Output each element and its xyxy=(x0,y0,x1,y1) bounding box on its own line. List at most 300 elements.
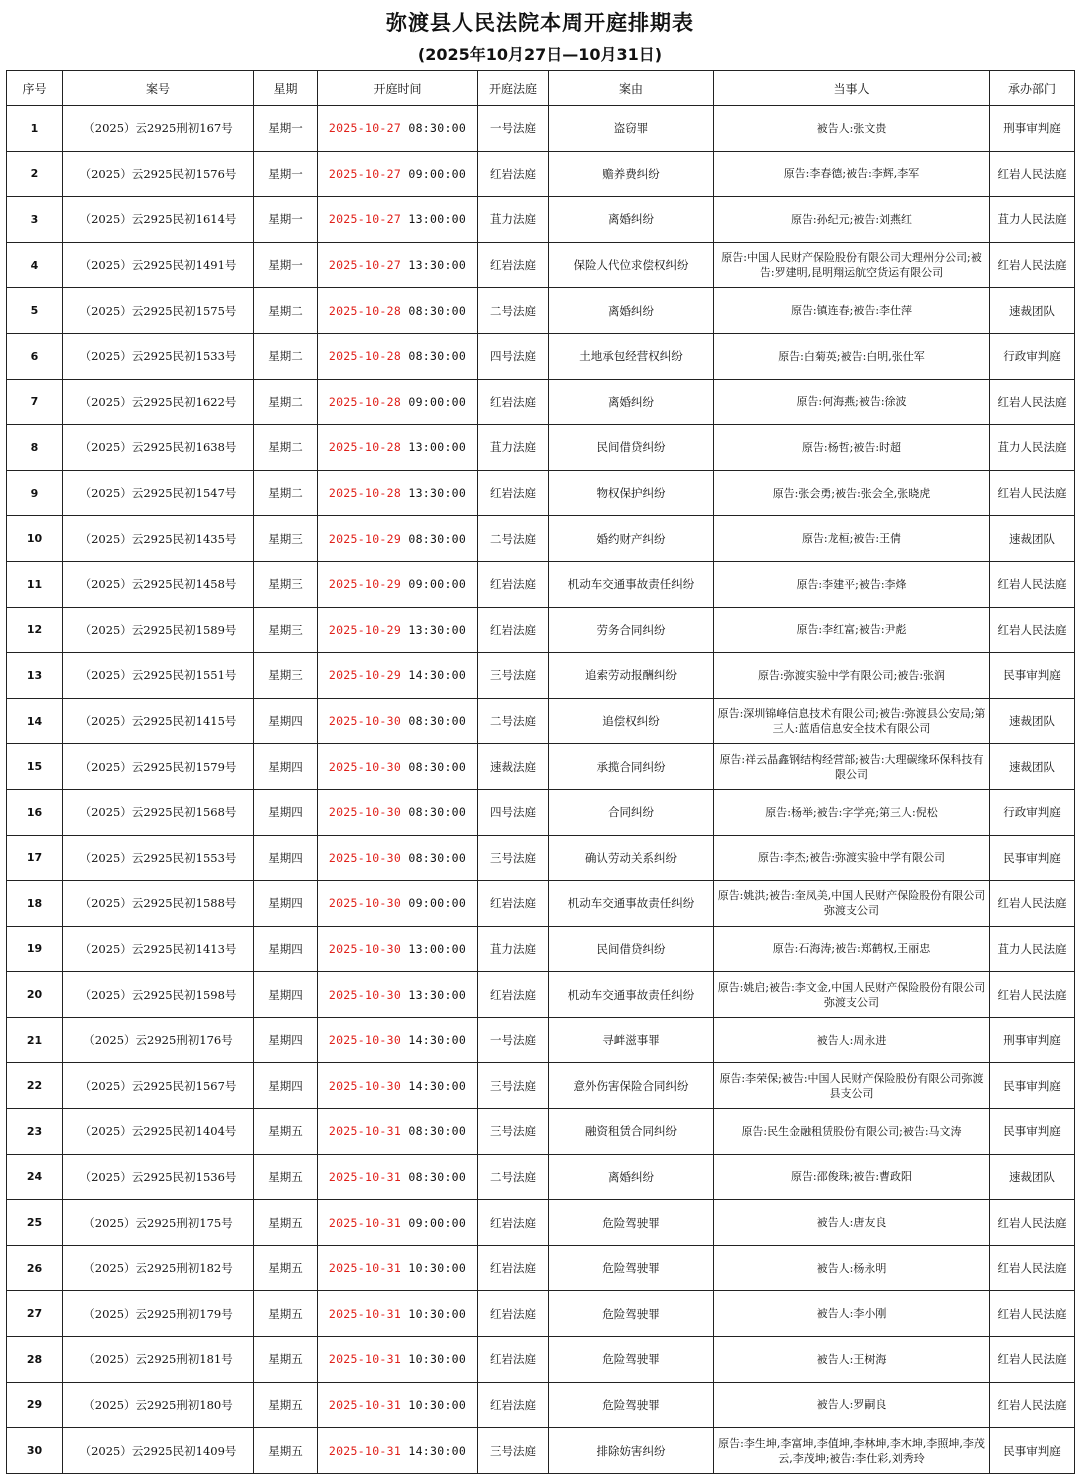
hearing-time xyxy=(318,106,478,152)
hearing-time xyxy=(318,744,478,790)
department: 红岩人民法庭 xyxy=(990,1245,1075,1291)
weekday: 星期三 xyxy=(254,516,318,562)
parties: 原告:姚启;被告:李文金,中国人民财产保险股份有限公司弥渡支公司 xyxy=(714,972,990,1018)
hearing-clock: 10:30:00 xyxy=(408,1261,467,1276)
department: 苴力人民法庭 xyxy=(990,926,1075,972)
table-row xyxy=(7,470,1075,516)
case-cause: 危险驾驶罪 xyxy=(549,1200,714,1246)
case-number: （2025）云2925民初1553号 xyxy=(63,835,254,881)
department: 苴力人民法庭 xyxy=(990,425,1075,471)
table-row xyxy=(7,789,1075,835)
case-number: （2025）云2925民初1622号 xyxy=(63,379,254,425)
case-cause: 机动车交通事故责任纠纷 xyxy=(549,561,714,607)
courtroom: 红岩法庭 xyxy=(478,1291,549,1337)
parties: 原告:白菊英;被告:白明,张仕军 xyxy=(714,333,990,379)
case-cause: 民间借贷纠纷 xyxy=(549,425,714,471)
header-case-number: 案号 xyxy=(63,71,254,106)
table-row xyxy=(7,516,1075,562)
hearing-clock: 14:30:00 xyxy=(408,1443,467,1458)
table-row xyxy=(7,288,1075,334)
hearing-time xyxy=(318,835,478,881)
case-number: （2025）云2925刑初176号 xyxy=(63,1017,254,1063)
weekday: 星期一 xyxy=(254,242,318,288)
row-index: 3 xyxy=(7,197,63,243)
row-index: 6 xyxy=(7,333,63,379)
weekday: 星期四 xyxy=(254,926,318,972)
header-parties: 当事人 xyxy=(714,71,990,106)
row-index: 15 xyxy=(7,744,63,790)
courtroom: 三号法庭 xyxy=(478,835,549,881)
parties: 原告:弥渡实验中学有限公司;被告:张润 xyxy=(714,653,990,699)
department: 速裁团队 xyxy=(990,744,1075,790)
case-number: （2025）云2925刑初167号 xyxy=(63,106,254,152)
case-cause: 追偿权纠纷 xyxy=(549,698,714,744)
department: 红岩人民法庭 xyxy=(990,1200,1075,1246)
weekday: 星期五 xyxy=(254,1245,318,1291)
courtroom: 红岩法庭 xyxy=(478,607,549,653)
hearing-clock: 09:00:00 xyxy=(408,1215,467,1230)
courtroom: 红岩法庭 xyxy=(478,561,549,607)
hearing-date: 2025-10-31 xyxy=(328,1352,402,1367)
case-number: （2025）云2925民初1404号 xyxy=(63,1109,254,1155)
table-row xyxy=(7,1245,1075,1291)
weekday: 星期四 xyxy=(254,698,318,744)
case-cause: 民间借贷纠纷 xyxy=(549,926,714,972)
department: 行政审判庭 xyxy=(990,789,1075,835)
hearing-time xyxy=(318,242,478,288)
table-row xyxy=(7,151,1075,197)
hearing-date: 2025-10-30 xyxy=(328,987,402,1002)
hearing-time xyxy=(318,470,478,516)
header-hearing-time: 开庭时间 xyxy=(318,71,478,106)
hearing-time xyxy=(318,1337,478,1383)
parties: 原告:石海涛;被告:郑鹤权,王丽忠 xyxy=(714,926,990,972)
weekday: 星期四 xyxy=(254,835,318,881)
table-row xyxy=(7,379,1075,425)
case-cause: 追索劳动报酬纠纷 xyxy=(549,653,714,699)
hearing-clock: 10:30:00 xyxy=(408,1397,467,1412)
weekday: 星期五 xyxy=(254,1428,318,1474)
hearing-date: 2025-10-29 xyxy=(328,622,402,637)
parties: 原告:李荣保;被告:中国人民财产保险股份有限公司弥渡县支公司 xyxy=(714,1063,990,1109)
department: 刑事审判庭 xyxy=(990,106,1075,152)
row-index: 16 xyxy=(7,789,63,835)
case-number: （2025）云2925民初1409号 xyxy=(63,1428,254,1474)
schedule-sheet xyxy=(6,6,1074,1474)
department: 红岩人民法庭 xyxy=(990,881,1075,927)
courtroom: 红岩法庭 xyxy=(478,1337,549,1383)
courtroom: 苴力法庭 xyxy=(478,425,549,471)
hearing-date: 2025-10-31 xyxy=(328,1215,402,1230)
header-weekday: 星期 xyxy=(254,71,318,106)
parties: 原告:李春德;被告:李辉,李军 xyxy=(714,151,990,197)
case-number: （2025）云2925民初1568号 xyxy=(63,789,254,835)
parties: 被告人:张文贵 xyxy=(714,106,990,152)
row-index: 23 xyxy=(7,1109,63,1155)
row-index: 10 xyxy=(7,516,63,562)
hearing-clock: 13:30:00 xyxy=(408,987,467,1002)
parties: 原告:深圳锦峰信息技术有限公司;被告:弥渡县公安局;第三人:蓝盾信息安全技术有限公司 xyxy=(714,698,990,744)
case-number: （2025）云2925刑初180号 xyxy=(63,1382,254,1428)
weekday: 星期二 xyxy=(254,470,318,516)
schedule-table xyxy=(6,70,1075,1474)
hearing-date: 2025-10-28 xyxy=(328,394,402,409)
case-cause: 危险驾驶罪 xyxy=(549,1382,714,1428)
hearing-date: 2025-10-30 xyxy=(328,714,402,729)
row-index: 8 xyxy=(7,425,63,471)
case-cause: 土地承包经营权纠纷 xyxy=(549,333,714,379)
hearing-time xyxy=(318,1063,478,1109)
page-title: 弥渡县人民法院本周开庭排期表 xyxy=(386,11,694,35)
case-cause: 赡养费纠纷 xyxy=(549,151,714,197)
parties: 原告:孙纪元;被告:刘燕红 xyxy=(714,197,990,243)
hearing-date: 2025-10-30 xyxy=(328,759,402,774)
hearing-date: 2025-10-31 xyxy=(328,1306,402,1321)
parties: 被告人:李小刚 xyxy=(714,1291,990,1337)
parties: 原告:李杰;被告:弥渡实验中学有限公司 xyxy=(714,835,990,881)
case-number: （2025）云2925民初1575号 xyxy=(63,288,254,334)
hearing-date: 2025-10-31 xyxy=(328,1124,402,1139)
row-index: 22 xyxy=(7,1063,63,1109)
case-number: （2025）云2925民初1533号 xyxy=(63,333,254,379)
hearing-clock: 09:00:00 xyxy=(408,166,467,181)
hearing-time xyxy=(318,881,478,927)
case-cause: 确认劳动关系纠纷 xyxy=(549,835,714,881)
courtroom: 四号法庭 xyxy=(478,333,549,379)
table-row xyxy=(7,653,1075,699)
row-index: 11 xyxy=(7,561,63,607)
header-department: 承办部门 xyxy=(990,71,1075,106)
courtroom: 红岩法庭 xyxy=(478,470,549,516)
hearing-clock: 10:30:00 xyxy=(408,1352,467,1367)
case-cause: 劳务合同纠纷 xyxy=(549,607,714,653)
case-cause: 危险驾驶罪 xyxy=(549,1291,714,1337)
table-row xyxy=(7,333,1075,379)
case-cause: 机动车交通事故责任纠纷 xyxy=(549,881,714,927)
hearing-time xyxy=(318,1200,478,1246)
courtroom: 速裁法庭 xyxy=(478,744,549,790)
hearing-clock: 14:30:00 xyxy=(408,668,467,683)
hearing-date: 2025-10-28 xyxy=(328,486,402,501)
hearing-clock: 13:00:00 xyxy=(408,941,467,956)
parties: 原告:中国人民财产保险股份有限公司大理州分公司;被告:罗建明,昆明翔运航空货运有限公司 xyxy=(714,242,990,288)
department: 民事审判庭 xyxy=(990,1428,1075,1474)
hearing-clock: 14:30:00 xyxy=(408,1033,467,1048)
case-number: （2025）云2925民初1551号 xyxy=(63,653,254,699)
case-number: （2025）云2925民初1435号 xyxy=(63,516,254,562)
case-number: （2025）云2925民初1413号 xyxy=(63,926,254,972)
row-index: 24 xyxy=(7,1154,63,1200)
weekday: 星期四 xyxy=(254,1063,318,1109)
table-row xyxy=(7,972,1075,1018)
department: 苴力人民法庭 xyxy=(990,197,1075,243)
date-range-subtitle: (2025年10月27日—10月31日) xyxy=(417,45,663,64)
weekday: 星期二 xyxy=(254,333,318,379)
department: 红岩人民法庭 xyxy=(990,470,1075,516)
row-index: 20 xyxy=(7,972,63,1018)
case-cause: 离婚纠纷 xyxy=(549,379,714,425)
table-row xyxy=(7,1200,1075,1246)
case-number: （2025）云2925民初1567号 xyxy=(63,1063,254,1109)
row-index: 17 xyxy=(7,835,63,881)
hearing-time xyxy=(318,379,478,425)
department: 民事审判庭 xyxy=(990,835,1075,881)
case-cause: 离婚纠纷 xyxy=(549,197,714,243)
case-number: （2025）云2925刑初175号 xyxy=(63,1200,254,1246)
case-cause: 离婚纠纷 xyxy=(549,288,714,334)
table-row xyxy=(7,242,1075,288)
hearing-date: 2025-10-28 xyxy=(328,440,402,455)
table-row xyxy=(7,1337,1075,1383)
table-row xyxy=(7,698,1075,744)
case-number: （2025）云2925民初1589号 xyxy=(63,607,254,653)
row-index: 28 xyxy=(7,1337,63,1383)
hearing-clock: 08:30:00 xyxy=(408,1169,467,1184)
weekday: 星期一 xyxy=(254,197,318,243)
weekday: 星期五 xyxy=(254,1337,318,1383)
hearing-time xyxy=(318,789,478,835)
hearing-date: 2025-10-28 xyxy=(328,349,402,364)
case-cause: 融资租赁合同纠纷 xyxy=(549,1109,714,1155)
table-row xyxy=(7,1109,1075,1155)
case-number: （2025）云2925刑初181号 xyxy=(63,1337,254,1383)
case-number: （2025）云2925民初1579号 xyxy=(63,744,254,790)
parties: 被告人:杨永明 xyxy=(714,1245,990,1291)
department: 红岩人民法庭 xyxy=(990,379,1075,425)
hearing-clock: 08:30:00 xyxy=(408,349,467,364)
case-number: （2025）云2925民初1415号 xyxy=(63,698,254,744)
row-index: 13 xyxy=(7,653,63,699)
parties: 原告:姚洪;被告:奎凤美,中国人民财产保险股份有限公司弥渡支公司 xyxy=(714,881,990,927)
courtroom: 红岩法庭 xyxy=(478,151,549,197)
weekday: 星期三 xyxy=(254,653,318,699)
courtroom: 红岩法庭 xyxy=(478,972,549,1018)
hearing-date: 2025-10-27 xyxy=(328,258,402,273)
hearing-time xyxy=(318,1154,478,1200)
department: 红岩人民法庭 xyxy=(990,242,1075,288)
hearing-date: 2025-10-29 xyxy=(328,531,402,546)
hearing-clock: 08:30:00 xyxy=(408,714,467,729)
table-row xyxy=(7,197,1075,243)
case-number: （2025）云2925民初1547号 xyxy=(63,470,254,516)
courtroom: 红岩法庭 xyxy=(478,242,549,288)
hearing-time xyxy=(318,1017,478,1063)
courtroom: 苴力法庭 xyxy=(478,197,549,243)
row-index: 19 xyxy=(7,926,63,972)
hearing-date: 2025-10-28 xyxy=(328,303,402,318)
courtroom: 红岩法庭 xyxy=(478,881,549,927)
table-row xyxy=(7,926,1075,972)
hearing-date: 2025-10-31 xyxy=(328,1169,402,1184)
case-cause: 机动车交通事故责任纠纷 xyxy=(549,972,714,1018)
hearing-date: 2025-10-27 xyxy=(328,121,402,136)
department: 速裁团队 xyxy=(990,1154,1075,1200)
hearing-date: 2025-10-29 xyxy=(328,668,402,683)
parties: 原告:邵俊珠;被告:曹政阳 xyxy=(714,1154,990,1200)
weekday: 星期三 xyxy=(254,607,318,653)
hearing-clock: 13:30:00 xyxy=(408,486,467,501)
hearing-time xyxy=(318,1382,478,1428)
table-row xyxy=(7,835,1075,881)
hearing-date: 2025-10-30 xyxy=(328,1033,402,1048)
case-cause: 承揽合同纠纷 xyxy=(549,744,714,790)
case-cause: 离婚纠纷 xyxy=(549,1154,714,1200)
case-cause: 危险驾驶罪 xyxy=(549,1245,714,1291)
weekday: 星期五 xyxy=(254,1109,318,1155)
weekday: 星期四 xyxy=(254,972,318,1018)
weekday: 星期二 xyxy=(254,288,318,334)
parties: 原告:祥云晶鑫钢结构经营部;被告:大理碳缘环保科技有限公司 xyxy=(714,744,990,790)
case-cause: 合同纠纷 xyxy=(549,789,714,835)
hearing-clock: 09:00:00 xyxy=(408,394,467,409)
hearing-clock: 13:30:00 xyxy=(408,622,467,637)
header-courtroom: 开庭法庭 xyxy=(478,71,549,106)
hearing-clock: 08:30:00 xyxy=(408,121,467,136)
hearing-date: 2025-10-30 xyxy=(328,1078,402,1093)
parties: 被告人:罗嗣良 xyxy=(714,1382,990,1428)
hearing-clock: 13:00:00 xyxy=(408,212,467,227)
hearing-clock: 08:30:00 xyxy=(408,805,467,820)
department: 红岩人民法庭 xyxy=(990,151,1075,197)
parties: 原告:龙桓;被告:王倩 xyxy=(714,516,990,562)
table-row xyxy=(7,1428,1075,1474)
row-index: 9 xyxy=(7,470,63,516)
parties: 原告:李建平;被告:李烽 xyxy=(714,561,990,607)
hearing-time xyxy=(318,653,478,699)
parties: 原告:民生金融租赁股份有限公司;被告:马文涛 xyxy=(714,1109,990,1155)
case-cause: 盗窃罪 xyxy=(549,106,714,152)
hearing-clock: 13:30:00 xyxy=(408,258,467,273)
department: 红岩人民法庭 xyxy=(990,561,1075,607)
parties: 原告:何海燕;被告:徐波 xyxy=(714,379,990,425)
case-cause: 保险人代位求偿权纠纷 xyxy=(549,242,714,288)
table-row xyxy=(7,425,1075,471)
department: 速裁团队 xyxy=(990,288,1075,334)
department: 民事审判庭 xyxy=(990,653,1075,699)
courtroom: 一号法庭 xyxy=(478,1017,549,1063)
hearing-time xyxy=(318,1428,478,1474)
hearing-clock: 10:30:00 xyxy=(408,1306,467,1321)
row-index: 14 xyxy=(7,698,63,744)
case-cause: 意外伤害保险合同纠纷 xyxy=(549,1063,714,1109)
courtroom: 苴力法庭 xyxy=(478,926,549,972)
hearing-time xyxy=(318,197,478,243)
hearing-time xyxy=(318,516,478,562)
parties: 原告:杨举;被告:字学亮;第三人:倪松 xyxy=(714,789,990,835)
table-row xyxy=(7,1063,1075,1109)
hearing-clock: 08:30:00 xyxy=(408,531,467,546)
weekday: 星期一 xyxy=(254,106,318,152)
row-index: 29 xyxy=(7,1382,63,1428)
hearing-date: 2025-10-27 xyxy=(328,212,402,227)
hearing-time xyxy=(318,1245,478,1291)
case-cause: 危险驾驶罪 xyxy=(549,1337,714,1383)
row-index: 27 xyxy=(7,1291,63,1337)
row-index: 7 xyxy=(7,379,63,425)
table-row xyxy=(7,1291,1075,1337)
weekday: 星期四 xyxy=(254,881,318,927)
header-index: 序号 xyxy=(7,71,63,106)
hearing-clock: 08:30:00 xyxy=(408,303,467,318)
hearing-date: 2025-10-29 xyxy=(328,577,402,592)
hearing-time xyxy=(318,288,478,334)
case-cause: 物权保护纠纷 xyxy=(549,470,714,516)
case-cause: 婚约财产纠纷 xyxy=(549,516,714,562)
department: 红岩人民法庭 xyxy=(990,1337,1075,1383)
row-index: 4 xyxy=(7,242,63,288)
case-number: （2025）云2925民初1614号 xyxy=(63,197,254,243)
row-index: 21 xyxy=(7,1017,63,1063)
parties: 原告:李红富;被告:尹彪 xyxy=(714,607,990,653)
hearing-clock: 09:00:00 xyxy=(408,896,467,911)
hearing-date: 2025-10-30 xyxy=(328,850,402,865)
hearing-clock: 14:30:00 xyxy=(408,1078,467,1093)
weekday: 星期四 xyxy=(254,789,318,835)
hearing-time xyxy=(318,607,478,653)
weekday: 星期三 xyxy=(254,561,318,607)
hearing-clock: 08:30:00 xyxy=(408,759,467,774)
hearing-clock: 08:30:00 xyxy=(408,850,467,865)
hearing-date: 2025-10-31 xyxy=(328,1261,402,1276)
courtroom: 红岩法庭 xyxy=(478,1245,549,1291)
weekday: 星期四 xyxy=(254,1017,318,1063)
row-index: 26 xyxy=(7,1245,63,1291)
courtroom: 四号法庭 xyxy=(478,789,549,835)
weekday: 星期五 xyxy=(254,1291,318,1337)
parties: 原告:镇连春;被告:李仕萍 xyxy=(714,288,990,334)
courtroom: 二号法庭 xyxy=(478,1154,549,1200)
table-row xyxy=(7,1154,1075,1200)
hearing-date: 2025-10-31 xyxy=(328,1397,402,1412)
department: 刑事审判庭 xyxy=(990,1017,1075,1063)
row-index: 5 xyxy=(7,288,63,334)
row-index: 1 xyxy=(7,106,63,152)
case-number: （2025）云2925民初1576号 xyxy=(63,151,254,197)
case-cause: 排除妨害纠纷 xyxy=(549,1428,714,1474)
courtroom: 红岩法庭 xyxy=(478,1200,549,1246)
weekday: 星期五 xyxy=(254,1154,318,1200)
weekday: 星期五 xyxy=(254,1382,318,1428)
table-row xyxy=(7,106,1075,152)
parties: 原告:张会勇;被告:张会全,张晓虎 xyxy=(714,470,990,516)
department: 红岩人民法庭 xyxy=(990,972,1075,1018)
row-index: 12 xyxy=(7,607,63,653)
table-row xyxy=(7,1382,1075,1428)
parties: 被告人:周永进 xyxy=(714,1017,990,1063)
hearing-date: 2025-10-30 xyxy=(328,896,402,911)
weekday: 星期四 xyxy=(254,744,318,790)
hearing-date: 2025-10-27 xyxy=(328,166,402,181)
case-number: （2025）云2925民初1458号 xyxy=(63,561,254,607)
hearing-time xyxy=(318,561,478,607)
hearing-time xyxy=(318,1109,478,1155)
courtroom: 红岩法庭 xyxy=(478,1382,549,1428)
case-number: （2025）云2925民初1638号 xyxy=(63,425,254,471)
department: 红岩人民法庭 xyxy=(990,1382,1075,1428)
table-row xyxy=(7,881,1075,927)
courtroom: 三号法庭 xyxy=(478,1109,549,1155)
table-header-row xyxy=(7,71,1075,106)
case-cause: 寻衅滋事罪 xyxy=(549,1017,714,1063)
hearing-time xyxy=(318,333,478,379)
table-row xyxy=(7,561,1075,607)
hearing-clock: 13:00:00 xyxy=(408,440,467,455)
hearing-time xyxy=(318,926,478,972)
case-number: （2025）云2925刑初179号 xyxy=(63,1291,254,1337)
weekday: 星期二 xyxy=(254,425,318,471)
hearing-time xyxy=(318,1291,478,1337)
courtroom: 三号法庭 xyxy=(478,1063,549,1109)
